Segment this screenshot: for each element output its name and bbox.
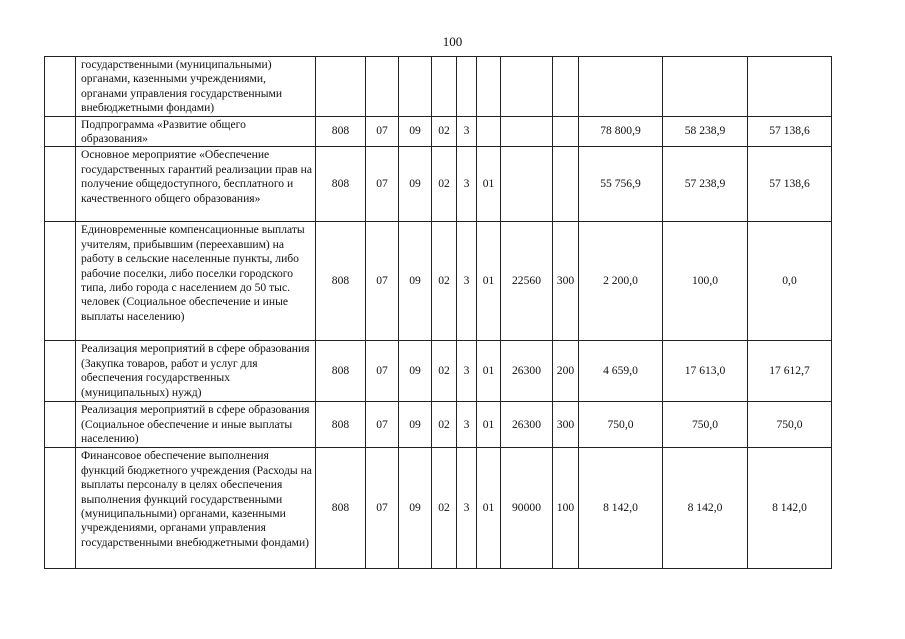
ministry-code-cell: 808: [316, 448, 366, 569]
amount-year-2-cell: 58 238,9: [663, 116, 748, 147]
ministry-code-cell: [316, 57, 366, 117]
page-number: 100: [442, 34, 463, 49]
subprogram-code-cell: 3: [457, 448, 477, 569]
amount-year-3-cell: 0,0: [748, 222, 832, 341]
table-row: [45, 341, 832, 402]
index-cell: [45, 402, 76, 448]
subsection-code-cell: 09: [399, 341, 432, 402]
amount-year-1-cell: 4 659,0: [579, 341, 663, 402]
item-name-cell: Финансовое обеспечение выполнения функций бюджетного учреждения (Расходы на выплаты персоналу в целях обеспечения выполнения функций государственными (муниципальными) органами, казенными учреждениями, органами управления государственными внебюджетными фондами): [76, 448, 316, 569]
index-cell: [45, 116, 76, 147]
event-code-cell: 01: [477, 341, 501, 402]
subprogram-code-cell: 3: [457, 116, 477, 147]
index-cell: [45, 341, 76, 402]
expense-type-cell: [553, 116, 579, 147]
program-code-cell: 02: [432, 116, 457, 147]
amount-year-2-cell: 100,0: [663, 222, 748, 341]
direction-code-cell: [501, 57, 553, 117]
subsection-code-cell: 09: [399, 448, 432, 569]
event-code-cell: 01: [477, 402, 501, 448]
expense-type-cell: 300: [553, 402, 579, 448]
section-code-cell: 07: [366, 341, 399, 402]
section-code-cell: 07: [366, 222, 399, 341]
table-row: [45, 402, 832, 448]
amount-year-2-cell: 57 238,9: [663, 147, 748, 222]
table-row: [45, 57, 832, 117]
amount-year-1-cell: 55 756,9: [579, 147, 663, 222]
event-code-cell: [477, 57, 501, 117]
item-name-cell: государственными (муниципальными) органами, казенными учреждениями, органами управления государственными внебюджетными фондами): [76, 57, 316, 117]
expense-type-cell: [553, 57, 579, 117]
program-code-cell: [432, 57, 457, 117]
direction-code-cell: 90000: [501, 448, 553, 569]
direction-code-cell: 22560: [501, 222, 553, 341]
amount-year-2-cell: [663, 57, 748, 117]
section-code-cell: 07: [366, 116, 399, 147]
index-cell: [45, 448, 76, 569]
ministry-code-cell: 808: [316, 402, 366, 448]
amount-year-1-cell: [579, 57, 663, 117]
amount-year-1-cell: 78 800,9: [579, 116, 663, 147]
amount-year-2-cell: 8 142,0: [663, 448, 748, 569]
expense-type-cell: 200: [553, 341, 579, 402]
direction-code-cell: 26300: [501, 341, 553, 402]
event-code-cell: 01: [477, 222, 501, 341]
event-code-cell: 01: [477, 448, 501, 569]
index-cell: [45, 57, 76, 117]
ministry-code-cell: 808: [316, 147, 366, 222]
expense-type-cell: [553, 147, 579, 222]
ministry-code-cell: 808: [316, 116, 366, 147]
table-row: [45, 448, 832, 569]
program-code-cell: 02: [432, 147, 457, 222]
item-name-cell: Основное мероприятие «Обеспечение государственных гарантий реализации прав на получение общедоступного, бесплатного и качественного общего образования»: [76, 147, 316, 222]
ministry-code-cell: 808: [316, 222, 366, 341]
event-code-cell: [477, 116, 501, 147]
amount-year-3-cell: 57 138,6: [748, 116, 832, 147]
index-cell: [45, 222, 76, 341]
amount-year-3-cell: 57 138,6: [748, 147, 832, 222]
amount-year-2-cell: 17 613,0: [663, 341, 748, 402]
expense-type-cell: 100: [553, 448, 579, 569]
amount-year-3-cell: 8 142,0: [748, 448, 832, 569]
direction-code-cell: [501, 147, 553, 222]
event-code-cell: 01: [477, 147, 501, 222]
subprogram-code-cell: 3: [457, 402, 477, 448]
table-row: [45, 147, 832, 222]
subsection-code-cell: 09: [399, 147, 432, 222]
program-code-cell: 02: [432, 341, 457, 402]
subsection-code-cell: 09: [399, 222, 432, 341]
item-name-cell: Реализация мероприятий в сфере образования (Социальное обеспечение и иные выплаты населению): [76, 402, 316, 448]
amount-year-2-cell: 750,0: [663, 402, 748, 448]
index-cell: [45, 147, 76, 222]
program-code-cell: 02: [432, 402, 457, 448]
ministry-code-cell: 808: [316, 341, 366, 402]
direction-code-cell: 26300: [501, 402, 553, 448]
expense-type-cell: 300: [553, 222, 579, 341]
section-code-cell: 07: [366, 402, 399, 448]
amount-year-3-cell: 750,0: [748, 402, 832, 448]
section-code-cell: 07: [366, 448, 399, 569]
amount-year-1-cell: 2 200,0: [579, 222, 663, 341]
amount-year-3-cell: 17 612,7: [748, 341, 832, 402]
table-row: [45, 222, 832, 341]
program-code-cell: 02: [432, 222, 457, 341]
subsection-code-cell: 09: [399, 402, 432, 448]
subsection-code-cell: 09: [399, 116, 432, 147]
subprogram-code-cell: 3: [457, 147, 477, 222]
item-name-cell: Единовременные компенсационные выплаты учителям, прибывшим (переехавшим) на работу в сельские населенные пункты, либо рабочие поселки, либо поселки городского типа, либо города с населением до 50 тыс. человек (Социальное обеспечение и иные выплаты населению): [76, 222, 316, 341]
amount-year-1-cell: 8 142,0: [579, 448, 663, 569]
subsection-code-cell: [399, 57, 432, 117]
amount-year-3-cell: [748, 57, 832, 117]
program-code-cell: 02: [432, 448, 457, 569]
section-code-cell: 07: [366, 147, 399, 222]
table-row: [45, 116, 832, 147]
item-name-cell: Подпрограмма «Развитие общего образования»: [76, 116, 316, 147]
subprogram-code-cell: 3: [457, 341, 477, 402]
section-code-cell: [366, 57, 399, 117]
subprogram-code-cell: 3: [457, 222, 477, 341]
amount-year-1-cell: 750,0: [579, 402, 663, 448]
subprogram-code-cell: [457, 57, 477, 117]
item-name-cell: Реализация мероприятий в сфере образования (Закупка товаров, работ и услуг для обеспечения государственных (муниципальных) нужд): [76, 341, 316, 402]
direction-code-cell: [501, 116, 553, 147]
budget-table: [44, 56, 832, 569]
